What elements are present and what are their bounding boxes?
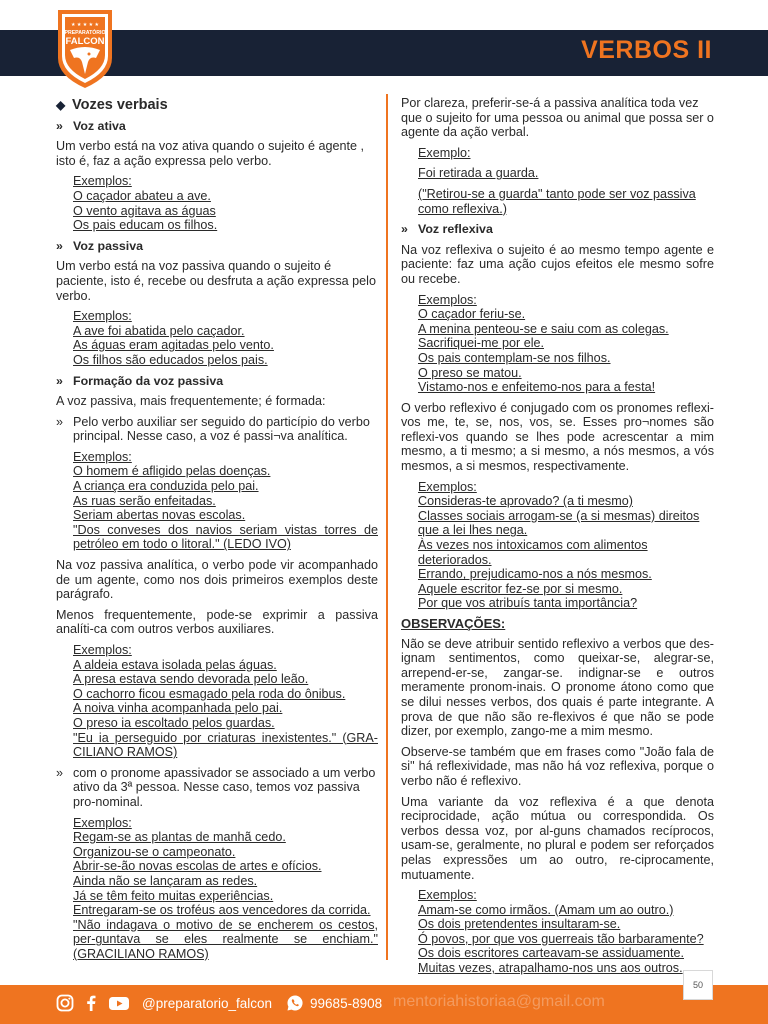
- example-line: Exemplos:: [73, 815, 132, 830]
- left-column: [56, 96, 378, 967]
- example-line: Exemplos:: [418, 479, 477, 494]
- raquo-icon: »: [56, 414, 64, 429]
- facebook-icon[interactable]: [82, 994, 100, 1012]
- example-line: Organizou-se o campeonato.: [73, 844, 236, 859]
- example-line: Muitas vezes, atrapalhamo-nos uns aos outros.: [418, 961, 683, 976]
- example-line: As águas eram agitadas pelo vento.: [73, 338, 274, 353]
- conjugado-examples: [418, 480, 714, 611]
- passiva-pronominal-examples: [73, 816, 378, 962]
- reflexiva-paragraph: Na voz reflexiva o sujeito é ao mesmo tempo agente e paciente: faz uma ação cujos efeitos ele mesmo sofre ou recebe.: [401, 242, 714, 286]
- example-line: Ó povos, por que vos guerreais tão barbaramente?: [418, 931, 704, 946]
- example-line: A ave foi abatida pelo caçador.: [73, 323, 245, 338]
- example-line: Aquele escritor fez-se por si mesmo.: [418, 581, 623, 596]
- example-line: Os pais contemplam-se nos filhos.: [418, 350, 611, 365]
- analitica-paragraph: Na voz passiva analítica, o verbo pode vir acompanhado de um agente, como nos dois primeiros exemplos deste parágrafo.: [56, 558, 378, 602]
- section-heading: [56, 98, 378, 113]
- observacao-paragraph: Não se deve atribuir sentido reflexivo a verbos que des-ignam sentimentos, como queixar-se, alegrar-se, arrepend-er-se, zangar-se. indignar-se e outros meramente pronom-inais. O pronome átono como que se dilui nesses verbos, dos quais é parte integrante. A prova de que não são re-flexivos é que não se pode dizer, por exemplo, zango-me a mim mesmo.: [401, 636, 714, 739]
- example-line: O vento agitava as águas: [73, 203, 216, 218]
- subheading-voz-ativa: » Voz ativa: [56, 118, 126, 133]
- email-watermark: mentoriahistoriaa@gmail.com: [393, 993, 605, 1010]
- example-line: As ruas serão enfeitadas.: [73, 493, 216, 508]
- page-title: VERBOS II: [581, 36, 712, 64]
- example-line: A presa estava sendo devorada pelo leão.: [73, 672, 309, 687]
- page-number: 50: [683, 970, 713, 1000]
- example-line: Exemplos:: [73, 449, 132, 464]
- example-line: Os dois escritores carteavam-se assiduamente.: [418, 946, 684, 961]
- example-line: Exemplo:: [418, 145, 471, 160]
- example-line: Exemplos:: [418, 888, 477, 903]
- example-line: Entregaram-se os troféus aos vencedores da corrida.: [73, 903, 371, 918]
- svg-text:PREPARATÓRIO: PREPARATÓRIO: [64, 30, 106, 36]
- passiva-analitica-examples: [73, 450, 378, 552]
- example-line: Exemplos:: [73, 174, 132, 189]
- example-line: A criança era conduzida pelo pai.: [73, 479, 259, 494]
- example-line: Às vezes nos intoxicamos com alimentos deteriorados.: [418, 538, 648, 567]
- example-line: Amam-se como irmãos. (Amam um ao outro.): [418, 902, 674, 917]
- example-line: Errando, prejudicamo-nos a nós mesmos.: [418, 567, 652, 582]
- example-line: O cachorro ficou esmagado pela roda do ônibus.: [73, 686, 346, 701]
- example-line: O caçador abateu a ave.: [73, 188, 211, 203]
- voz-passiva-paragraph: Um verbo está na voz passiva quando o sujeito é paciente, isto é, recebe ou desfruta a ação expressa pelo verbo.: [56, 259, 376, 303]
- subheading-formacao: » Formação da voz passiva: [56, 373, 224, 388]
- example-line: A aldeia estava isolada pelas águas.: [73, 657, 277, 672]
- social-links: [56, 994, 382, 1012]
- subheading-voz-reflexiva: » Voz reflexiva: [401, 222, 493, 237]
- menos-frequente-paragraph: Menos frequentemente, pode-se exprimir a passiva analíti-ca com outros verbos auxiliares.: [56, 607, 378, 637]
- example-line: Seriam abertas novas escolas.: [73, 508, 246, 523]
- example-line: O preso ia escoltado pelos guardas.: [73, 715, 275, 730]
- example-line: "Dos conveses dos navios seriam vistas torres de petróleo em todo o litoral." (LEDO IVO): [73, 522, 378, 552]
- right-column: [401, 96, 714, 982]
- example-line: Vistamo-nos e enfeitemo-nos para a festa!: [418, 380, 656, 395]
- section-heading-text: Vozes verbais: [72, 97, 168, 113]
- voz-ativa-paragraph: Um verbo está na voz ativa quando o sujeito é agente , isto é, faz a ação expressa pelo verbo.: [56, 139, 365, 168]
- conjugado-paragraph: O verbo reflexivo é conjugado com os pronomes reflexi-vos me, te, se, nos, vos, se. Esses pro¬nomes são reflexi-vos quando se lhes pode acrescentar a mim mesmo, a ti mesmo; a si mesmo, a nós mesmos, a vós mesmos, a si mesmos, respectivamente.: [401, 400, 714, 474]
- example-line: Exemplos:: [73, 643, 132, 657]
- bullet-item: » Pelo verbo auxiliar ser seguido do particípio do verbo principal. Nesse caso, a voz é passi¬va analítica.: [56, 414, 370, 444]
- example-line: ("Retirou-se a guarda" tanto pode ser voz passiva como reflexiva.): [418, 186, 696, 216]
- example-line: A noiva vinha acompanhada pelo pai.: [73, 701, 283, 716]
- raquo-icon: »: [56, 118, 63, 133]
- example-line: Exemplos:: [73, 309, 132, 324]
- observacoes-heading: OBSERVAÇÕES:: [401, 616, 506, 631]
- example-line: Por que vos atribuís tanta importância?: [418, 596, 638, 611]
- reciprocidade-examples: [418, 888, 714, 976]
- subheading-voz-passiva: » Voz passiva: [56, 238, 144, 253]
- example-line: O caçador feriu-se.: [418, 307, 526, 322]
- voz-ativa-examples: [73, 174, 378, 232]
- example-line: Consideras-te aprovado? (a ti mesmo): [418, 494, 633, 509]
- example-line: Exemplos:: [418, 292, 477, 307]
- reflexiva-examples: [418, 293, 714, 395]
- example-line: Os pais educam os filhos.: [73, 218, 218, 233]
- column-divider: [386, 94, 388, 960]
- clareza-paragraph: Por clareza, preferir-se-á a passiva analítica toda vez que o sujeito for uma pessoa ou animal que possa ser o agente da ação verbal.: [401, 96, 714, 140]
- example-line: Os dois pretendentes insultaram-se.: [418, 917, 621, 932]
- auxiliares-examples: [73, 643, 378, 760]
- example-line: Classes sociais arrogam-se (a si mesmas) direitos que a lei lhes nega.: [418, 508, 700, 538]
- example-line: Já se têm feito muitas experiências.: [73, 888, 274, 903]
- example-line: Foi retirada a guarda.: [418, 166, 539, 181]
- observacao-paragraph: Observe-se também que em frases como "João fala de si" há reflexividade, mas não há voz reflexiva, porque o verbo não é reflexivo.: [401, 744, 714, 788]
- example-line: Sacrifiquei-me por ele.: [418, 336, 544, 351]
- raquo-icon: »: [56, 373, 63, 388]
- example-line: "Não indagava o motivo de se encherem os cestos, per-guntava se eles realmente se enchiam." (GRACILIANO RAMOS): [73, 917, 378, 961]
- example-line: A menina penteou-se e saiu com as colegas.: [418, 321, 669, 336]
- raquo-icon: »: [56, 238, 63, 253]
- diamond-bullet-icon: ◆: [56, 98, 66, 112]
- svg-text:FALCON: FALCON: [65, 36, 105, 47]
- example-line: Abrir-se-ão novas escolas de artes e ofícios.: [73, 859, 322, 874]
- example-line: "Eu ia perseguido por criaturas inexistentes." (GRA-CILIANO RAMOS): [73, 730, 378, 760]
- clareza-examples: [418, 146, 714, 216]
- instagram-icon[interactable]: [56, 994, 74, 1012]
- example-line: Regam-se as plantas de manhã cedo.: [73, 830, 286, 845]
- formacao-paragraph: A voz passiva, mais frequentemente; é formada:: [56, 394, 326, 409]
- bullet-item: » com o pronome apassivador se associado a um verbo ativo da 3ª pessoa. Nesse caso, temos voz passiva pro-nominal.: [56, 765, 376, 809]
- example-line: O preso se matou.: [418, 365, 522, 380]
- example-line: Ainda não se lançaram as redes.: [73, 873, 258, 888]
- example-line: Os filhos são educados pelos pais.: [73, 352, 268, 367]
- observacao-paragraph: Uma variante da voz reflexiva é a que denota reciprocidade, ação mútua ou correspondida. Os verbos dessa voz, por al-guns chamados recíprocos, usam-se, geralmente, no plural e podem ser reforçados pelas expressões um ao outro, re-ciprocamente, mutuamente.: [401, 794, 714, 882]
- falcon-logo: [56, 6, 114, 90]
- example-line: O homem é afligido pelas doenças.: [73, 464, 271, 479]
- social-handle[interactable]: @preparatorio_falcon: [142, 995, 273, 1011]
- youtube-icon[interactable]: [108, 994, 130, 1012]
- raquo-icon: »: [401, 222, 408, 237]
- phone-number[interactable]: 99685-8908: [310, 995, 383, 1011]
- whatsapp-icon[interactable]: [286, 994, 304, 1012]
- svg-text:★ ★ ★ ★ ★: ★ ★ ★ ★ ★: [71, 22, 99, 28]
- raquo-icon: »: [56, 765, 64, 780]
- voz-passiva-examples: [73, 309, 378, 367]
